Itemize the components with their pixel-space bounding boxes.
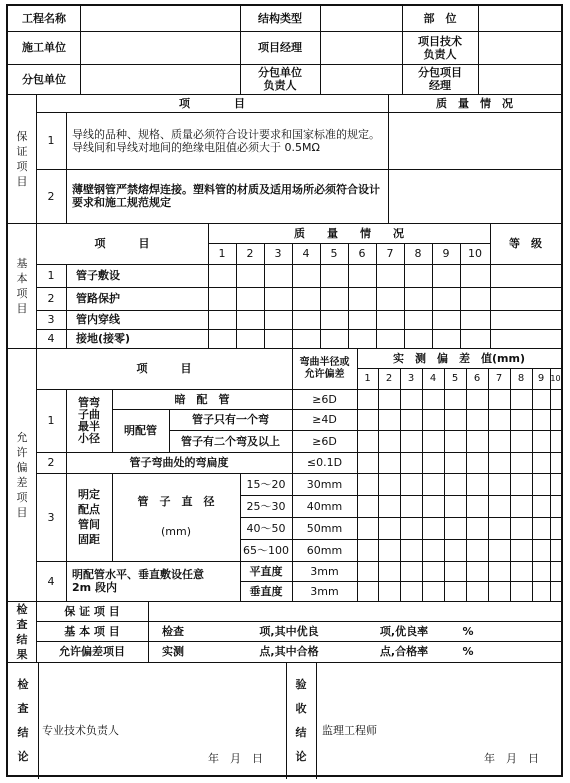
line bbox=[66, 112, 67, 223]
diameter-range: 40～50 bbox=[246, 521, 286, 535]
basic-num: 8 bbox=[414, 247, 422, 260]
two-bends: 管子有二个弯及以上 bbox=[181, 434, 280, 448]
basic-num: 9 bbox=[442, 247, 450, 260]
result-basic-rate: 项,优良率 bbox=[379, 624, 429, 638]
allowance-num: 10 bbox=[550, 373, 561, 383]
diameter-value: 50mm bbox=[306, 521, 343, 535]
basic-item-no: 2 bbox=[47, 292, 55, 305]
basic-col-quality: 质 量 情 况 bbox=[294, 226, 404, 240]
flatness-value: 3mm bbox=[310, 564, 339, 578]
basic-item-no: 1 bbox=[47, 269, 55, 282]
allowance-num: 2 bbox=[385, 372, 393, 384]
line bbox=[550, 368, 551, 601]
guarantee-item-text: 导线的品种、规格、质量必须符合设计要求和国家标准的规定。导线间和导线对地间的绝缘电阻值必须大于 0.5MΩ bbox=[72, 127, 380, 154]
allowance-item-no: 1 bbox=[47, 414, 55, 427]
label-sub-lead: 分包单位 负责人 bbox=[258, 66, 302, 92]
line bbox=[286, 662, 287, 779]
label-tech-lead: 项目技术 负责人 bbox=[418, 34, 462, 61]
pipe-diameter: 管 子 直 径 bbox=[137, 494, 215, 508]
allowance-item4-text: 明配管水平、垂直敷设任意 2m 段内 bbox=[72, 568, 204, 594]
basic-col-grade: 等 级 bbox=[509, 237, 542, 250]
basic-num: 2 bbox=[246, 247, 254, 260]
basic-item-text: 管路保护 bbox=[76, 292, 120, 305]
section-guarantee: 保证项目 bbox=[16, 129, 28, 188]
diameter-value: 60mm bbox=[306, 543, 343, 557]
check-person: 专业技术负责人 bbox=[42, 723, 119, 737]
allowance-item-no: 2 bbox=[47, 456, 55, 469]
result-guarantee: 保 证 项 目 bbox=[64, 604, 120, 618]
result-allow-rate: 点,合格率 bbox=[379, 645, 429, 658]
line bbox=[112, 473, 113, 561]
basic-item-no: 3 bbox=[47, 313, 55, 326]
line bbox=[466, 368, 467, 601]
allowance-num: 7 bbox=[495, 372, 503, 384]
guarantee-col-quality: 质 量 情 况 bbox=[436, 96, 513, 110]
basic-col-item: 项 目 bbox=[94, 237, 150, 250]
two-bends-value: ≥6D bbox=[312, 434, 337, 448]
verticality-value: 3mm bbox=[310, 584, 339, 598]
label-department: 部 位 bbox=[423, 12, 457, 25]
label-project-manager: 项目经理 bbox=[258, 41, 302, 54]
basic-num: 3 bbox=[274, 247, 282, 260]
line bbox=[8, 662, 561, 663]
accept-conclusion-label: 验收结论 bbox=[295, 677, 307, 763]
basic-num: 5 bbox=[330, 247, 338, 260]
basic-item-text: 管内穿线 bbox=[76, 313, 120, 326]
result-allow-percent: % bbox=[462, 645, 474, 658]
concealed-pipe-value: ≥6D bbox=[312, 392, 337, 406]
line bbox=[378, 368, 379, 601]
basic-num: 10 bbox=[468, 247, 482, 260]
allowance-item-no: 4 bbox=[47, 574, 55, 588]
allowance-col-bend: 弯曲半径或 允许偏差 bbox=[299, 356, 350, 380]
label-project-name: 工程名称 bbox=[22, 12, 66, 25]
label-structure-type: 结构类型 bbox=[258, 12, 302, 25]
basic-num: 6 bbox=[358, 247, 366, 260]
accept-person: 监理工程师 bbox=[322, 723, 377, 737]
allowance-num: 6 bbox=[473, 372, 481, 384]
allowance-num: 9 bbox=[537, 372, 545, 384]
line bbox=[80, 6, 81, 94]
label-construction-unit: 施工单位 bbox=[22, 41, 66, 54]
guarantee-item-text: 薄壁钢管严禁熔焊连接。塑料管的材质及适用场所必须符合设计要求和施工规范规定 bbox=[72, 183, 380, 209]
allowance-num: 8 bbox=[517, 372, 525, 384]
check-date: 年 月 日 bbox=[208, 751, 263, 765]
line bbox=[478, 6, 479, 94]
line bbox=[66, 264, 67, 348]
basic-num: 4 bbox=[302, 247, 310, 260]
allowance-num: 4 bbox=[429, 372, 437, 384]
line bbox=[532, 368, 533, 601]
guarantee-item-no: 1 bbox=[47, 134, 55, 147]
basic-item-text: 接地(接零) bbox=[76, 332, 131, 345]
flatness: 平直度 bbox=[249, 564, 283, 578]
allowance-col-item: 项 目 bbox=[136, 362, 192, 375]
diameter-range: 25～30 bbox=[246, 499, 286, 513]
pipe-diameter-unit: (mm) bbox=[160, 524, 191, 538]
basic-item-text: 管子敷设 bbox=[76, 269, 120, 282]
allowance-num: 3 bbox=[407, 372, 415, 384]
section-result: 检查结果 bbox=[16, 602, 28, 661]
result-allow-mid: 点,其中合格 bbox=[259, 645, 319, 658]
line bbox=[38, 662, 39, 779]
check-conclusion-label: 检查结论 bbox=[17, 677, 29, 763]
concealed-pipe: 暗 配 管 bbox=[174, 392, 230, 406]
line bbox=[422, 368, 423, 601]
diameter-range: 65～100 bbox=[243, 543, 289, 557]
label-sub-pm: 分包项目 经理 bbox=[418, 66, 462, 92]
line bbox=[510, 368, 511, 601]
line bbox=[444, 368, 445, 601]
line bbox=[400, 368, 401, 601]
exposed-pipe: 明配管 bbox=[124, 424, 157, 437]
line bbox=[388, 94, 389, 223]
diameter-value: 30mm bbox=[306, 477, 343, 491]
result-basic-percent: % bbox=[462, 624, 474, 638]
allowance-item2-text: 管子弯曲处的弯扁度 bbox=[129, 456, 229, 469]
one-bend: 管子只有一个弯 bbox=[192, 413, 269, 426]
allowance-num: 5 bbox=[451, 372, 459, 384]
verticality: 垂直度 bbox=[249, 584, 283, 598]
diameter-range: 15～20 bbox=[246, 477, 286, 491]
line bbox=[316, 662, 317, 779]
allowance-item2-value: ≤0.1D bbox=[306, 456, 343, 469]
basic-num: 7 bbox=[386, 247, 394, 260]
basic-item-no: 4 bbox=[47, 332, 55, 345]
label-subcontractor: 分包单位 bbox=[22, 72, 66, 86]
basic-num: 1 bbox=[218, 247, 226, 260]
line bbox=[488, 368, 489, 601]
allowance-num: 1 bbox=[364, 372, 371, 384]
section-allowance: 允许偏差项目 bbox=[16, 430, 28, 519]
result-basic: 基 本 项 目 bbox=[64, 624, 120, 638]
line bbox=[148, 601, 149, 662]
inspection-form bbox=[6, 4, 563, 777]
line bbox=[320, 6, 321, 94]
result-allow: 允许偏差项目 bbox=[59, 645, 125, 658]
one-bend-value: ≥4D bbox=[312, 413, 337, 426]
result-basic-check: 检查 bbox=[162, 624, 184, 638]
allowance-item-no: 3 bbox=[47, 510, 55, 524]
result-basic-mid: 项,其中优良 bbox=[259, 624, 319, 638]
allowance-col-measured: 实 测 偏 差 值(mm) bbox=[393, 351, 525, 365]
accept-date: 年 月 日 bbox=[484, 751, 539, 765]
diameter-value: 40mm bbox=[306, 499, 343, 513]
allowance-item3-label: 明定 配点 管间 固距 bbox=[78, 488, 100, 546]
guarantee-item-no: 2 bbox=[47, 189, 55, 203]
result-allow-check: 实测 bbox=[162, 645, 184, 658]
section-basic: 基本项目 bbox=[16, 256, 28, 315]
guarantee-col-item: 项 目 bbox=[179, 96, 245, 110]
allowance-item1-label: 管弯 子曲 最半 小径 bbox=[78, 395, 100, 445]
